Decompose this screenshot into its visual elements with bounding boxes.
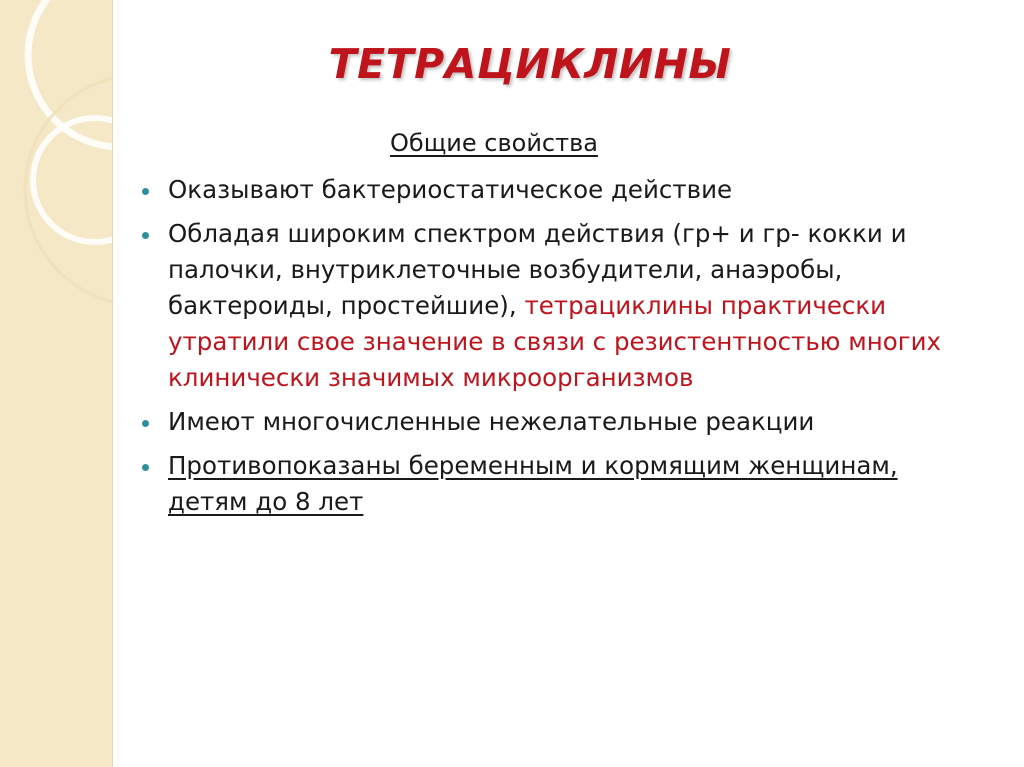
bullet-item	[140, 172, 970, 208]
bullet-list	[140, 172, 970, 528]
bullet-text: Имеют многочисленные нежелательные реакции	[168, 407, 815, 436]
decorative-side-band	[0, 0, 113, 767]
bullet-item	[140, 404, 970, 440]
slide-subtitle: Общие свойства	[390, 129, 598, 157]
bullet-text: Обладая широким спектром действия (гр+ и гр- кокки и палочки, внутриклеточные возбудители, анаэробы, бактероиды, простейшие),	[168, 219, 907, 320]
bullet-item	[140, 448, 970, 520]
bullet-dot-icon	[142, 420, 149, 427]
bullet-dot-icon	[142, 188, 149, 195]
bullet-dot-icon	[142, 232, 149, 239]
bullet-highlight-text: тетрациклины практически утратили свое значение в связи с резистентностью многих клинически значимых микроорганизмов	[168, 291, 942, 392]
bullet-text: Оказывают бактериостатическое действие	[168, 175, 733, 204]
bullet-dot-icon	[142, 464, 149, 471]
bullet-text: Противопоказаны беременным и кормящим женщинам, детям до 8 лет	[168, 451, 898, 516]
bullet-item	[140, 216, 970, 396]
decorative-rings	[0, 0, 112, 767]
slide-title: ТЕТРАЦИКЛИНЫ	[328, 40, 732, 88]
